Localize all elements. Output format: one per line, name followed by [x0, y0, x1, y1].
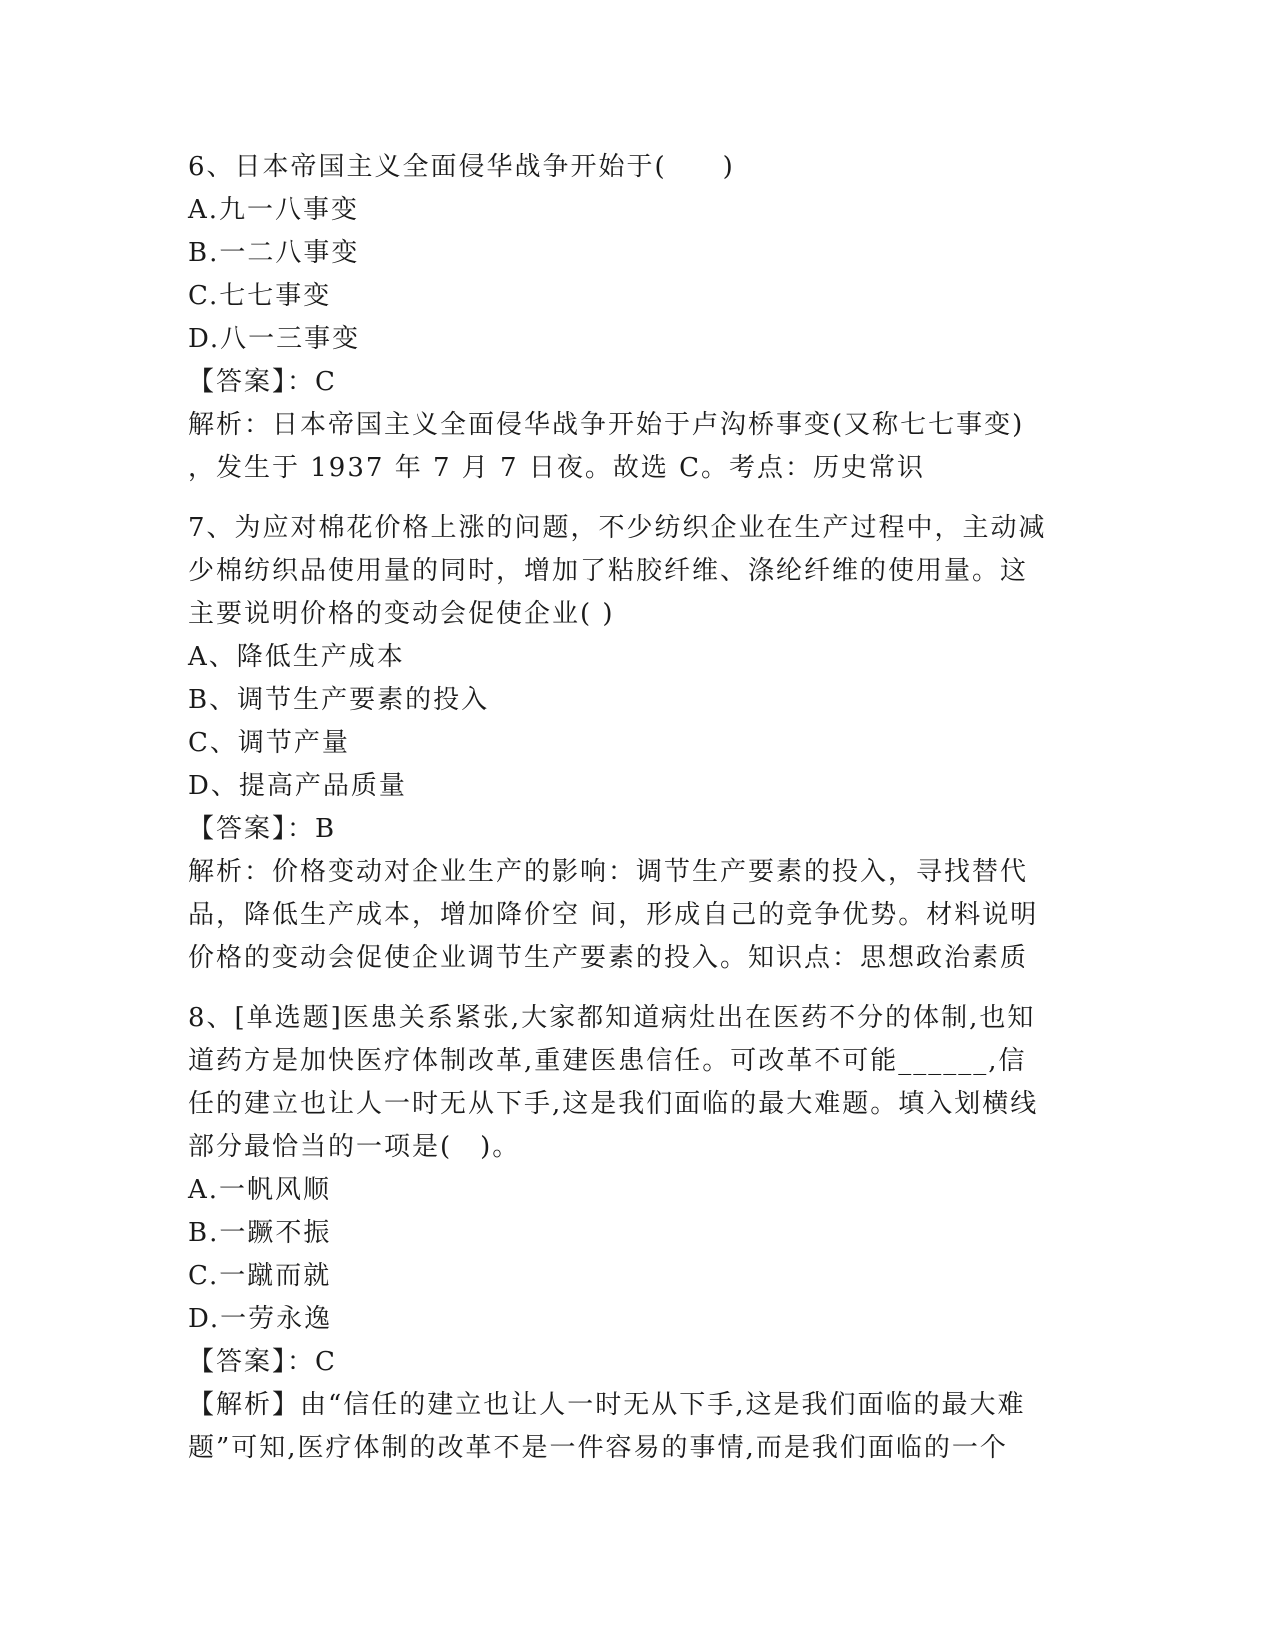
option-c: C.一蹴而就 — [188, 1261, 332, 1291]
document-page — [188, 146, 1088, 1470]
option-a: A.一帆风顺 — [188, 1175, 332, 1205]
question-stem: 任的建立也让人一时无从下手,这是我们面临的最大难题。填入划横线 — [188, 1089, 1039, 1119]
question-8 — [188, 997, 1088, 1470]
answer-line: 【答案】：C — [188, 367, 337, 397]
question-stem: 主要说明价格的变动会促使企业( ) — [188, 599, 615, 629]
question-stem: 道药方是加快医疗体制改革,重建医患信任。可改革不可能______,信 — [188, 1046, 1027, 1076]
analysis-line: 解析：价格变动对企业生产的影响：调节生产要素的投入，寻找替代 — [188, 857, 1029, 887]
analysis-line: 【解析】由“信任的建立也让人一时无从下手,这是我们面临的最大难 — [188, 1390, 1026, 1420]
option-a: A.九一八事变 — [188, 195, 360, 225]
question-stem: 8、[单选题]医患关系紧张,大家都知道病灶出在医药不分的体制,也知 — [188, 1003, 1036, 1033]
option-d: D.一劳永逸 — [188, 1304, 333, 1334]
option-b: B.一蹶不振 — [188, 1218, 332, 1248]
option-a: A、降低生产成本 — [188, 642, 405, 672]
option-c: C、调节产量 — [188, 728, 350, 758]
question-stem: 少棉纺织品使用量的同时，增加了粘胶纤维、涤纶纤维的使用量。这 — [188, 556, 1029, 586]
question-7 — [188, 507, 1088, 980]
question-stem: 部分最恰当的一项是( )。 — [188, 1132, 521, 1162]
question-spacer — [188, 980, 1088, 997]
answer-line: 【答案】：C — [188, 1347, 337, 1377]
option-b: B.一二八事变 — [188, 238, 360, 268]
question-6 — [188, 146, 1088, 490]
analysis-line: 品，降低生产成本，增加降价空 间，形成自己的竞争优势。材料说明 — [188, 900, 1039, 930]
option-d: D、提高产品质量 — [188, 771, 407, 801]
answer-line: 【答案】：B — [188, 814, 337, 844]
question-stem: 6、日本帝国主义全面侵华战争开始于( ) — [188, 152, 735, 182]
analysis-line: 解析：日本帝国主义全面侵华战争开始于卢沟桥事变(又称七七事变) — [188, 410, 1025, 440]
option-c: C.七七事变 — [188, 281, 332, 311]
analysis-line: ，发生于 1937 年 7 月 7 日夜。故选 C。考点：历史常识 — [188, 453, 925, 483]
question-spacer — [188, 490, 1088, 507]
option-b: B、调节生产要素的投入 — [188, 685, 490, 715]
analysis-line: 题”可知,医疗体制的改革不是一件容易的事情,而是我们面临的一个 — [188, 1433, 1008, 1463]
analysis-line: 价格的变动会促使企业调节生产要素的投入。知识点：思想政治素质 — [188, 943, 1029, 973]
question-stem: 7、为应对棉花价格上涨的问题，不少纺织企业在生产过程中，主动减 — [188, 513, 1047, 543]
option-d: D.八一三事变 — [188, 324, 361, 354]
